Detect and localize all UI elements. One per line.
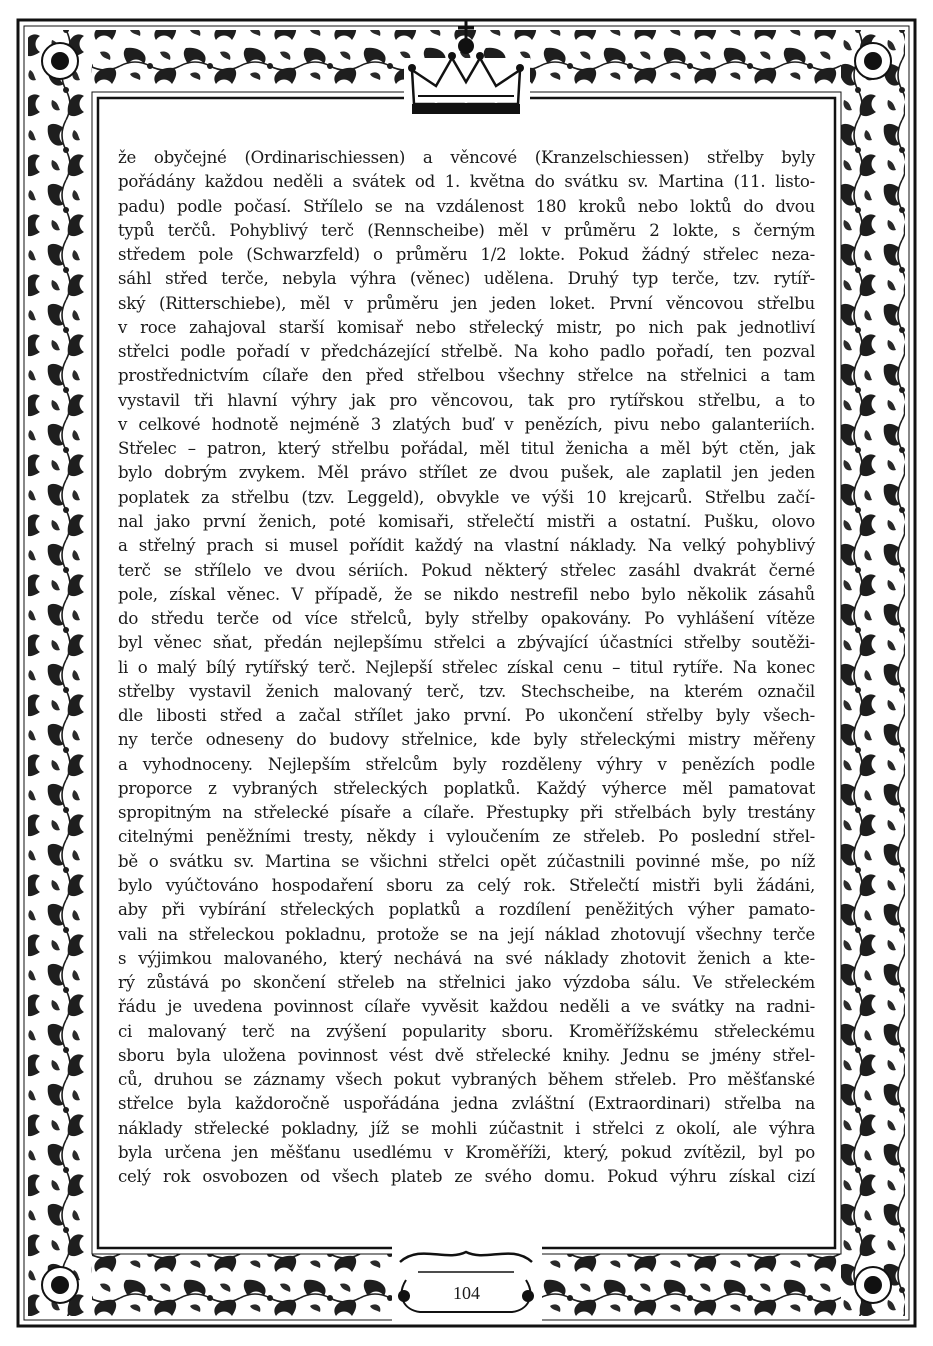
- text-line: spropitným na střelecké písaře a cílaře. Přestupky při střelbách byly trestány: [118, 803, 815, 823]
- text-line: ny terče odneseny do budovy střelnice, kde byly střeleckými mistry měřeny: [118, 730, 815, 750]
- text-line: bylo dobrým zvykem. Měl právo střílet ze dvou pušek, ale zaplatil jen jeden: [118, 463, 815, 483]
- text-line: dle libosti střed a začal střílet jako první. Po ukončení střelby byly všech-: [118, 706, 815, 726]
- text-line: poplatek za střelbu (tzv. Leggeld), obvykle ve výši 10 krejcarů. Střelbu začí-: [118, 487, 815, 507]
- text-line: vystavil tři hlavní výhry jak pro věncovou, tak pro rytířskou střelbu, a to: [118, 390, 815, 410]
- text-line: bylo vyúčtováno hospodaření sboru za celý rok. Střelečtí mistři byli žádáni,: [118, 875, 815, 895]
- text-line: středem pole (Schwarzfeld) o průměru 1/2 lokte. Pokud žádný střelec neza-: [118, 245, 815, 265]
- text-line: že obyčejné (Ordinarischiessen) a věncové (Kranzelschiessen) střelby byly: [118, 148, 815, 167]
- text-line: pořádány každou neděli a svátek od 1. května do svátku sv. Martina (11. listo-: [118, 172, 815, 192]
- text-line: střelby vystavil ženich malovaný terč, tzv. Stechscheibe, na kterém označil: [118, 681, 815, 701]
- text-line: střelce byla každoročně uspořádána jedna zvláštní (Extraordinari) střelba na: [118, 1094, 815, 1114]
- text-line: terč se střílelo ve dvou sériích. Pokud některý střelec zasáhl dvakrát černé: [118, 560, 815, 580]
- text-line: citelnými peněžními tresty, někdy i vyloučením ze střeleb. Po poslední střel-: [118, 827, 815, 847]
- text-line: ci malovaný terč na zvýšení popularity sboru. Kroměřížskému střeleckému: [118, 1021, 815, 1041]
- text-line: vali na střeleckou pokladnu, protože se na její náklad zhotovují všechny terče: [118, 924, 815, 944]
- text-line: byl věnec sňat, předán nejlepšímu střelci a zbývající účastníci střelby soutěži-: [118, 633, 815, 653]
- text-line: nal jako první ženich, poté komisaři, střelečtí mistři a ostatní. Pušku, olovo: [118, 511, 815, 531]
- text-line: Střelec – patron, který střelbu pořádal, měl titul ženicha a měl být ctěn, jak: [118, 439, 815, 459]
- text-line: rý zůstává po skončení střeleb na střelnici jako výzdoba sálu. Ve střeleckém: [118, 973, 815, 993]
- text-line: řádu je uvedena povinnost cílaře vyvěsit každou neděli a ve svátky na radni-: [118, 997, 815, 1017]
- text-line: sáhl střed terče, nebyla výhra (věnec) udělena. Druhý typ terče, tzv. rytíř-: [118, 269, 815, 289]
- text-line: aby při vybírání střeleckých poplatků a rozdílení peněžitých výher pamato-: [118, 900, 815, 920]
- text-line: s výjimkou malovaného, který nechává na své náklady zhotovit ženich a kte-: [118, 948, 815, 968]
- text-line: celý rok osvobozen od všech plateb ze svého domu. Pokud výhru získal cizí: [118, 1167, 815, 1187]
- text-line: do středu terče od více střelců, byly střelby opakovány. Po vyhlášení vítěze: [118, 609, 815, 629]
- text-line: a vyhodnoceny. Nejlepším střelcům byly rozděleny výhry v penězích podle: [118, 754, 815, 774]
- text-line: v celkové hodnotě nejméně 3 zlatých buď v penězích, pivu nebo galanteriích.: [118, 414, 815, 434]
- text-line: byla určena jen měšťanu usedlému v Kroměříži, který, pokud zvítězil, byl po: [118, 1142, 815, 1162]
- text-line: proporce z vybraných střeleckých poplatků. Každý výherce měl pamatovat: [118, 778, 815, 798]
- text-line: sboru byla uložena povinnost vést dvě střelecké knihy. Jednu se jmény střel-: [118, 1045, 815, 1065]
- text-line: a střelný prach si musel pořídit každý na vlastní náklady. Na velký pohyblivý: [118, 536, 815, 556]
- body-text: [118, 146, 815, 1189]
- text-line: náklady střelecké pokladny, jíž se mohli zúčastnit i střelci z okolí, ale výhra: [118, 1118, 815, 1138]
- text-line: prostřednictvím cílaře den před střelbou všechny střelce na střelnici a tam: [118, 366, 815, 386]
- text-line: pole, získal věnec. V případě, že se nikdo nestrefil nebo bylo několik zásahů: [118, 584, 815, 604]
- text-line: li o malý bílý rytířský terč. Nejlepší střelec získal cenu – titul rytíře. Na konec: [118, 657, 815, 677]
- text-line: střelci podle pořadí v předcházející střelbě. Na koho padlo pořadí, ten pozval: [118, 342, 815, 362]
- text-line: bě o svátku sv. Martina se všichni střelci opět zúčastnili povinné mše, po níž: [118, 851, 815, 871]
- text-line: padu) podle počasí. Střílelo se na vzdálenost 180 kroků nebo loktů do dvou: [118, 196, 815, 216]
- page-number: 104: [453, 1283, 480, 1303]
- text-line: typů terčů. Pohyblivý terč (Rennscheibe) měl v průměru 2 lokte, s černým: [118, 220, 815, 240]
- text-line: v roce zahajoval starší komisař nebo střelecký mistr, po nich pak jednotliví: [118, 317, 815, 337]
- text-line: ský (Ritterschiebe), měl v průměru jen jeden loket. První věncovou střelbu: [118, 293, 815, 313]
- text-line: ců, druhou se záznamy všech pokut vybraných během střeleb. Pro měšťanské: [118, 1070, 815, 1090]
